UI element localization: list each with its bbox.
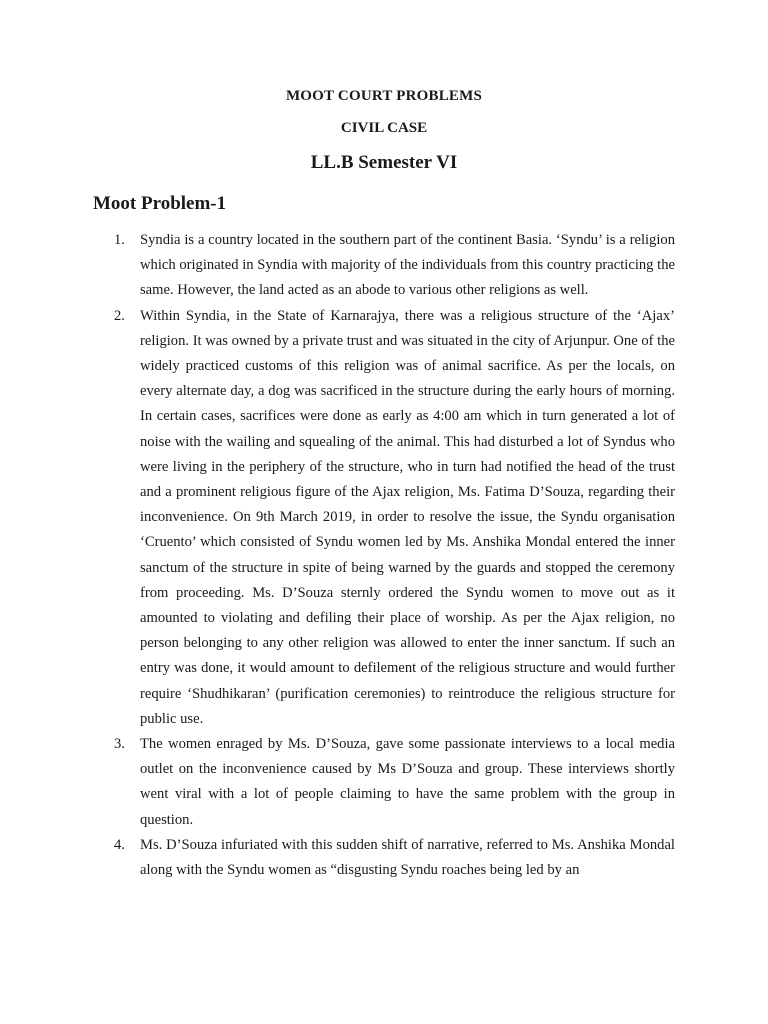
list-item [0,304,768,732]
list-item [0,833,768,883]
list-item-text: The women enraged by Ms. D’Souza, gave some passionate interviews to a local media outlet on the inconvenience caused by Ms D’Souza and group. These interviews shortly went viral with a lot of people claiming to have the same problem with the group in question. [140,736,675,828]
list-item-number: 3. [114,736,125,753]
list-item-number: 2. [114,307,125,324]
list-item [0,228,768,304]
list-item-number: 1. [114,232,125,248]
list-item-text: Syndia is a country located in the southern part of the continent Basia. ‘Syndu’ is a religion which originated in Syndia with majority of the individuals from this country practicing the same. However, the land acted as an abode to various other religions as well. [140,232,675,299]
document-title: MOOT COURT PROBLEMS [285,88,483,104]
list-item-text: Ms. D’Souza infuriated with this sudden shift of narrative, referred to Ms. Anshika Mondal along with the Syndu women as “disgusting Syndu roaches being led by an [140,836,675,879]
list-item-text: Within Syndia, in the State of Karnarajya, there was a religious structure of the ‘Ajax’ religion. It was owned by a private trust and was situated in the city of Arjunpur. One of the widely practiced customs of this religion was of animal sacrifice. As per the locals, on every alternate day, a dog was sacrificed in the structure during the early hours of morning. In certain cases, sacrifices were done as early as 4:00 am which in turn generated a lot of noise with the wailing and squealing of the animal. This had disturbed a lot of Syndus who were living in the periphery of the structure, who in turn had notified the head of the trust and a prominent religious figure of the Ajax religion, Ms. Fatima D’Souza, regarding their inconvenience. On 9th March 2019, in order to resolve the issue, the Syndu organisation ‘Cruento’ which consisted of Syndu women led by Ms. Anshika Mondal entered the inner sanctum of the structure in spite of being warned by the guards and stopped the ceremony from proceeding. Ms. D’Souza sternly ordered the Syndu women to move out as it amounted to violating and defiling their place of worship. As per the Ajax religion, no person belonging to any other religion was allowed to enter the inner sanctum. If such an entry was done, it would amount to defilement of the religious structure and would further require ‘Shudhikaran’ (purification ceremonies) to reintroduce the religious structure for public use. [140,307,675,727]
semester-heading: LL.B Semester VI [310,152,458,173]
section-title: Moot Problem-1 [93,193,227,214]
problem-list [0,228,768,883]
list-item-number: 4. [114,836,125,853]
list-item [0,732,768,833]
document-subtitle: CIVIL CASE [340,120,428,136]
